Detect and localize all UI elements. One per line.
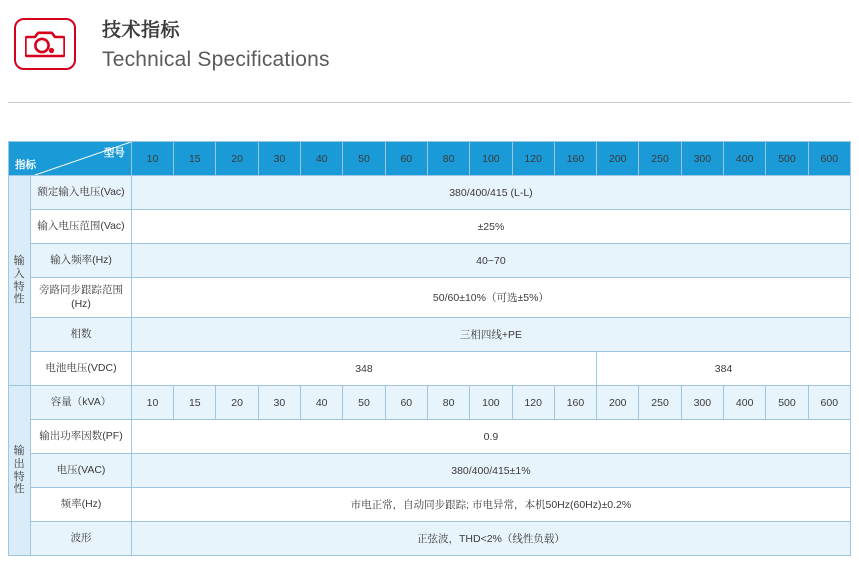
header-divider xyxy=(8,102,851,103)
param-name: 容量（kVA） xyxy=(31,386,132,420)
capacity-cell: 50 xyxy=(343,386,385,420)
model-header-cell: 30 xyxy=(258,142,300,176)
param-value: 40~70 xyxy=(131,244,850,278)
param-value-left: 348 xyxy=(131,352,596,386)
model-header-cell: 200 xyxy=(597,142,639,176)
model-header-cell: 250 xyxy=(639,142,681,176)
table-row xyxy=(9,210,851,244)
param-value: 市电正常，自动同步跟踪; 市电异常，本机50Hz(60Hz)±0.2% xyxy=(131,488,850,522)
capacity-cell: 400 xyxy=(724,386,766,420)
param-value-right: 384 xyxy=(597,352,851,386)
table-row xyxy=(9,318,851,352)
title-chinese: 技术指标 xyxy=(102,20,181,41)
model-header-cell: 600 xyxy=(808,142,850,176)
capacity-cell: 250 xyxy=(639,386,681,420)
param-value: 正弦波，THD<2%（线性负载） xyxy=(131,522,850,556)
page-title xyxy=(102,18,330,74)
header-index-label: 指标 xyxy=(15,159,36,171)
model-header-cell: 15 xyxy=(174,142,216,176)
table-row xyxy=(9,386,851,420)
capacity-cell: 15 xyxy=(174,386,216,420)
camera-gear-icon xyxy=(14,18,76,70)
param-value: 380/400/415±1% xyxy=(131,454,850,488)
capacity-cell: 40 xyxy=(301,386,343,420)
capacity-cell: 10 xyxy=(131,386,173,420)
title-english: Technical Specifications xyxy=(102,47,330,71)
param-value: ±25% xyxy=(131,210,850,244)
header-corner-cell xyxy=(9,142,132,176)
param-name: 电压(VAC) xyxy=(31,454,132,488)
capacity-cell: 120 xyxy=(512,386,554,420)
table-row xyxy=(9,278,851,318)
param-name: 输入电压范围(Vac) xyxy=(31,210,132,244)
model-header-cell: 100 xyxy=(470,142,512,176)
model-header-cell: 40 xyxy=(301,142,343,176)
capacity-cell: 500 xyxy=(766,386,808,420)
specs-table-wrap xyxy=(8,141,851,556)
param-value: 0.9 xyxy=(131,420,850,454)
model-header-cell: 80 xyxy=(427,142,469,176)
model-header-cell: 60 xyxy=(385,142,427,176)
table-row xyxy=(9,454,851,488)
capacity-cell: 200 xyxy=(597,386,639,420)
model-header-cell: 10 xyxy=(131,142,173,176)
model-header-cell: 160 xyxy=(554,142,596,176)
param-name: 相数 xyxy=(31,318,132,352)
table-row xyxy=(9,488,851,522)
table-row xyxy=(9,522,851,556)
model-header-cell: 50 xyxy=(343,142,385,176)
model-header-cell: 400 xyxy=(724,142,766,176)
capacity-cell: 30 xyxy=(258,386,300,420)
table-row xyxy=(9,420,851,454)
group-label-input-text: 输入特性 xyxy=(13,255,26,306)
param-name: 输入频率(Hz) xyxy=(31,244,132,278)
model-header-cell: 20 xyxy=(216,142,258,176)
capacity-cell: 100 xyxy=(470,386,512,420)
param-name: 额定输入电压(Vac) xyxy=(31,176,132,210)
model-header-cell: 120 xyxy=(512,142,554,176)
table-row xyxy=(9,244,851,278)
capacity-cell: 80 xyxy=(427,386,469,420)
header-model-label: 型号 xyxy=(103,147,125,159)
param-value: 三相四线+PE xyxy=(131,318,850,352)
param-name: 频率(Hz) xyxy=(31,488,132,522)
capacity-cell: 300 xyxy=(681,386,723,420)
param-value: 50/60±10%（可选±5%） xyxy=(131,278,850,318)
table-header-row xyxy=(9,142,851,176)
param-name: 波形 xyxy=(31,522,132,556)
param-name: 旁路同步跟踪范围(Hz) xyxy=(31,278,132,318)
specs-table xyxy=(8,141,851,556)
group-label-output xyxy=(9,386,31,556)
param-name: 电池电压(VDC) xyxy=(31,352,132,386)
page-header xyxy=(0,0,859,84)
group-label-input xyxy=(9,176,31,386)
table-row xyxy=(9,352,851,386)
model-header-cell: 300 xyxy=(681,142,723,176)
capacity-cell: 20 xyxy=(216,386,258,420)
table-row xyxy=(9,176,851,210)
model-header-cell: 500 xyxy=(766,142,808,176)
capacity-cell: 600 xyxy=(808,386,850,420)
param-value: 380/400/415 (L-L) xyxy=(131,176,850,210)
capacity-cell: 160 xyxy=(554,386,596,420)
capacity-cell: 60 xyxy=(385,386,427,420)
group-label-output-text: 输出特性 xyxy=(13,445,26,496)
param-name: 输出功率因数(PF) xyxy=(31,420,132,454)
